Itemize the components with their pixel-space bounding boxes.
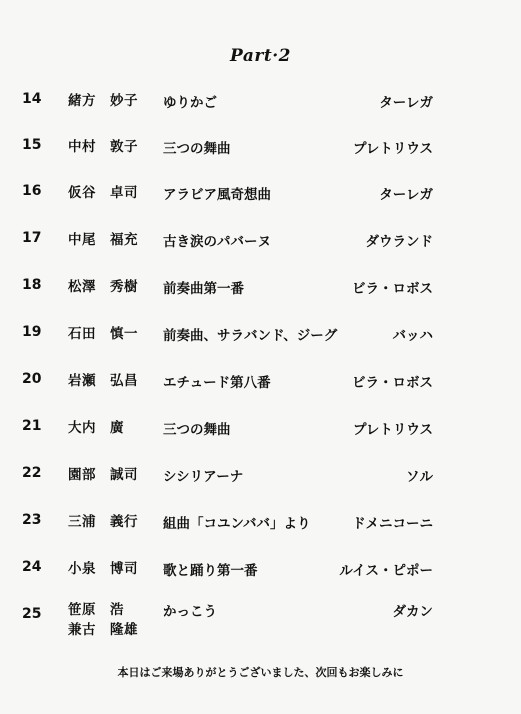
program-row — [0, 277, 521, 317]
performer-name — [68, 183, 148, 203]
closing-message: 本日はご来場ありがとうございました、次回もお楽しみに — [117, 666, 404, 679]
performer-name — [68, 277, 148, 297]
performer-name-line: 岩瀬 弘昌 — [68, 373, 138, 389]
piece-title: 三つの舞曲 — [163, 141, 231, 157]
performer-name-line: 緒方 妙子 — [68, 93, 138, 109]
program-row — [0, 230, 521, 270]
performer-name-line: 兼古 隆雄 — [68, 622, 138, 638]
program-number: 21 — [22, 418, 42, 434]
composer-name: ターレガ — [379, 95, 433, 111]
piece-title: シシリアーナ — [163, 469, 244, 485]
performer-name — [68, 91, 148, 111]
piece-title: 組曲「コユンババ」より — [163, 516, 311, 532]
program-number: 16 — [22, 183, 42, 199]
performer-name-line: 笹原 浩 — [68, 602, 124, 618]
performer-name-line: 石田 慎一 — [68, 326, 138, 342]
performer-name — [68, 371, 148, 391]
composer-name: ルイス・ピポー — [339, 563, 433, 579]
program-number: 24 — [22, 559, 42, 575]
piece-title: アラビア風奇想曲 — [163, 187, 271, 203]
composer-name: ビラ・ロボス — [352, 281, 433, 297]
piece-title: ゆりかご — [163, 95, 217, 111]
composer-name: バッハ — [392, 328, 433, 344]
performer-name — [68, 137, 148, 157]
performer-name — [68, 418, 148, 438]
performer-name — [68, 230, 148, 250]
piece-title: 古き涙のパバーヌ — [163, 234, 271, 250]
piece-title: 前奏曲、サラバンド、ジーグ — [163, 328, 338, 344]
composer-name: ダカン — [392, 604, 433, 620]
performer-name-line: 小泉 博司 — [68, 561, 138, 577]
program-row — [0, 91, 521, 131]
page-title: Part·2 — [230, 46, 291, 66]
performer-name — [68, 324, 148, 344]
program-row — [0, 137, 521, 177]
program-row — [0, 371, 521, 411]
performer-name — [68, 465, 148, 485]
piece-title: 三つの舞曲 — [163, 422, 231, 438]
composer-name: ダウランド — [365, 234, 433, 250]
program-row — [0, 600, 521, 644]
composer-name: プレトリウス — [352, 422, 433, 438]
performer-name-line: 園部 誠司 — [68, 467, 138, 483]
program-number: 17 — [22, 230, 42, 246]
performer-name-line: 中村 敦子 — [68, 139, 138, 155]
program-number: 15 — [22, 137, 42, 153]
program-row — [0, 183, 521, 223]
performer-name-line: 三浦 義行 — [68, 514, 138, 530]
performer-name-line: 大内 廣 — [68, 420, 124, 436]
piece-title: エチュード第八番 — [163, 375, 271, 391]
composer-name: ソル — [406, 469, 433, 485]
program-row — [0, 512, 521, 552]
performer-name-line: 仮谷 卓司 — [68, 185, 138, 201]
program-number: 14 — [22, 91, 42, 107]
program-row — [0, 324, 521, 364]
program-number: 23 — [22, 512, 42, 528]
performer-name — [68, 600, 148, 640]
performer-name — [68, 559, 148, 579]
program-row — [0, 418, 521, 458]
program-number: 20 — [22, 371, 42, 387]
piece-title: 前奏曲第一番 — [163, 281, 244, 297]
program-number: 19 — [22, 324, 42, 340]
composer-name: ターレガ — [379, 187, 433, 203]
composer-name: ドメニコーニ — [352, 516, 433, 532]
performer-name — [68, 512, 148, 532]
piece-title: かっこう — [163, 604, 217, 620]
composer-name: プレトリウス — [352, 141, 433, 157]
performer-name-line: 松澤 秀樹 — [68, 279, 138, 295]
performer-name-line: 中尾 福充 — [68, 232, 138, 248]
program-row — [0, 465, 521, 505]
program-number: 25 — [22, 606, 42, 622]
piece-title: 歌と踊り第一番 — [163, 563, 258, 579]
program-row — [0, 559, 521, 599]
program-number: 18 — [22, 277, 42, 293]
composer-name: ビラ・ロボス — [352, 375, 433, 391]
program-number: 22 — [22, 465, 42, 481]
